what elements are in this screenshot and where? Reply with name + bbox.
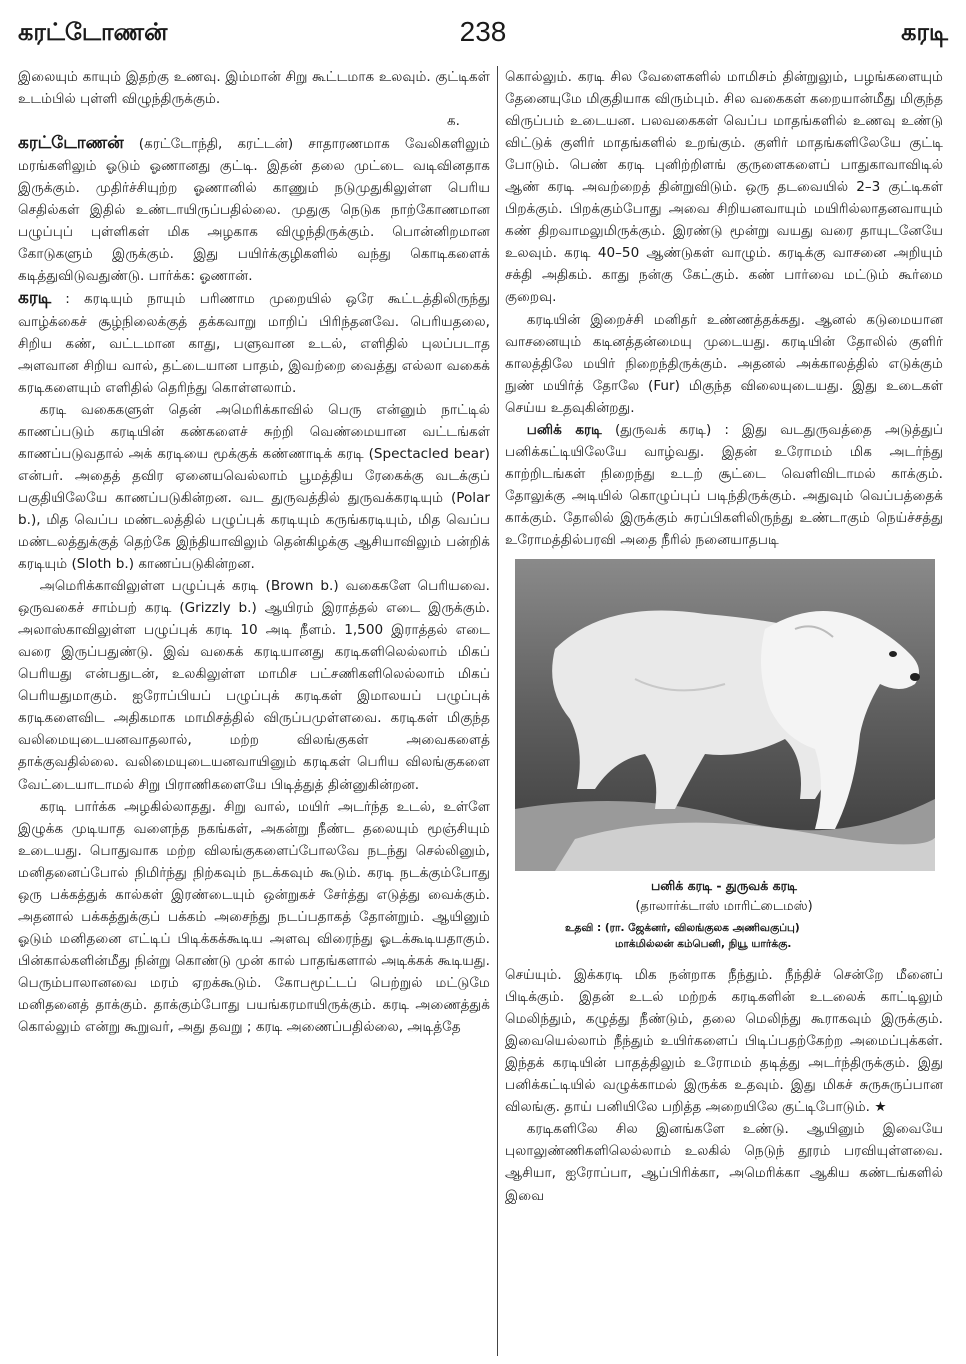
figure-caption: பனிக் கரடி - துருவக் கரடி [650,878,798,894]
paragraph: கரடி பார்க்க அழகில்லாதது. சிறு வால், மயிர் அடர்ந்த உடல், உள்ளே இழுக்க முடியாத வளைந்த நகங்கள், அகன்று நீண்ட தலையும் மூஞ்சியும் உடையது. பொதுவாக மற்ற விலங்குகளைப்போலவே நடந்து செல்லினும், மனிதனைப்போல் நிமிர்ந்து நிற்கவும் நடக்கவும் கூடும். கரடி நடக்கும்போது ஒரு பக்கத்துக் கால்கள் இரண்டையும் ஒன்றுகச் சேர்த்து எடுத்து வைக்கும். அதனால் பக்கத்துக்குப் பக்கம் அசைந்து நடப்பதாகத் தோன்றும். ஆயினும் ஓடும் மனிதனை எட்டிப் பிடிக்கக்கூடிய அளவு விரைந்து ஓடக்கூடியதாகும். பின்கால்களின்மீது நின்று கொண்டு முன் கால் பாதங்களால் அடிக்கக் கூடியது. பெரும்பாலானவை மரம் ஏறக்கூடும். கோபமூட்டப் பெற்றுல் மட்டுமே மனிதனைத் தாக்கும். தாக்கும்போது பயங்கரமாயிருக்கும். கரடி அணைத்துக் கொல்லும் என்று கூறுவர், அது தவறு ; கரடி அணைப்பதில்லை, அடித்தே [18,798,490,1036]
polar-bear-photo [515,559,935,871]
column-divider [497,66,498,1356]
paragraph-polar-bear: பனிக் கரடி (துருவக் கரடி) : இது வடதுருவத்தை அடுத்துப் பனிக்கட்டியிலேயே வாழ்வது. இதன் உரோமம் மிக அடர்ந்து காற்றிடங்கள் நிறைந்து உடற் சூட்டை வெளிவிடாமல் காக்கும். தோலுக்கு அடியில் கொழுப்புப் படிந்திருக்கும். அதுவும் வெப்பத்தைக் காக்கும். தோலில் இருக்கும் சுரப்பிகளிலிருந்து உண்டாகும் நெய்ச்சத்து உரோமத்தில்பரவி அதை நீரில் நனையாதபடி [505,421,943,548]
page-header [18,18,948,58]
right-column [505,66,943,1358]
paragraph: கொல்லும். கரடி சில வேளைகளில் மாமிசம் தின்றுலும், பழங்களையும் தேனையுமே மிகுதியாக விரும்பும். சில வகைகள் கறையான்மீது மிகுந்த விருப்பம் உடையன. பலவகைகள் வெப்ப மாதங்களில் உணவு உண்டு விட்டுக் குளிர் மாதங்களில் உறங்கும். குளிர் மாதங்களிலேயே குட்டி போடும். பெண் கரடி புனிற்றிளங் குருளைகளைப் பாதுகாவாவிடில் ஆண் கரடி அவற்றைத் தின்றுவிடும். ஒரு தடவையில் 2–3 குட்டிகள் பிறக்கும். பிறக்கும்போது அவை சிறியனவாயும் மயிரில்லாதனவாயும் கண் திறவாமலுமிருக்கும். இரண்டு மூன்று வயது வரை தாயுடனேயே உலவும். கரடி 40–50 ஆண்டுகள் வாழும். கரடிக்கு வாசனை அறியும் சக்தி அதிகம். காது நன்கு கேட்கும். கண் பார்வை மட்டும் கூர்மை குறைவு. [505,69,943,306]
paragraph: கரடி வகைகளுள் தென் அமெரிக்காவில் பெரு என்னும் நாட்டில் காணப்படும் கரடியின் கண்களைச் சுற்றி வெண்மையான வட்டங்கள் காணப்படுவதால் அக் கரடியை மூக்குக் கண்ணாடிக் கரடி (Spectacled bear) என்பர். அதைத் தவிர ஏனையவெல்லாம் பூமத்திய ரேகைக்கு வடக்குப் பகுதியிலேயே காணப்படுகின்றன. வட துருவத்தில் துருவக்கரடியும் (Polar b.), மித வெப்ப மண்டலத்தில் பழுப்புக் கரடியும் கருங்கரடியும், மித வெப்ப மண்டலத்துக்குத் தெற்கே இந்தியாவிலும் தென்கிழக்கு ஆசியாவிலும் பன்றிக் கரடியும் (Sloth b.) காணப்படுகின்றன. [18,401,490,573]
paragraph: கரடியின் இறைச்சி மனிதர் உண்ணத்தக்கது. ஆனல் கடுமையான வாசனையும் கடினத்தன்மையு முடையது. கரடியின் தோலில் குளிர் காலத்திலே மயிர் நிறைந்திருக்கும். அதனல் அக்காலத்தில் எடுக்கும் நுண் மயிர்த் தோலே (Fur) மிகுந்த விலையுடையது. இது உடைகள் செய்ய உதவுகின்றது. [505,311,943,416]
entry-karattonan: கரட்டோணன் (கரட்டோந்தி, கரட்டன்) சாதாரணமாக வேலிகளிலும் மரங்களிலும் ஓடும் ஓணானது குட்டி. இதன் தலை முட்டை வடிவினதாக இருக்கும். முதிர்ச்சியுற்ற ஓணானில் காணும் நடுமுதுகிலுள்ள பெரிய செதில்கள் இதில் உண்டாயிருப்பதில்லை. முதுகு நெடுக நாற்கோணமான பழுப்புப் புள்ளிகள் மிக அழகாக விழுந்திருக்கும். பொன்னிறமான கோடுகளும் இருக்கும். இது பயிர்க்குழிகளில் வந்து கொடிகளைக் கடித்துவிடுவதுண்டு. பார்க்க: ஓணான். [18,133,490,285]
figure-subcaption: (தாலார்க்டாஸ் மாரிட்டைமஸ்) [635,899,813,915]
paragraph: செய்யும். இக்கரடி மிக நன்றாக நீந்தும். நீந்திச் சென்றே மீனைப் பிடிக்கும். இதன் உடல் மற்றக் கரடிகளின் உடலைக் காட்டிலும் மெலிந்தும், கழுத்து நீண்டும், தலை மெலிந்து கூராகவும் இருக்கும். இவையெல்லாம் நீந்தும் உயிர்களைப் பிடிப்பதற்கேற்ற அமைப்புக்கள். இந்தக் கரடியின் பாதத்திலும் உரோமம் தடித்து அடர்ந்திருக்கும். இது பனிக்கட்டியில் வழுக்காமல் இருக்க உதவும். இது மிகச் சுருசுருப்பான விலங்கு. தாய் பனியிலே பறித்த அறையிலே குட்டிபோடும். ★ [505,967,943,1116]
page-number: 238 [459,16,507,47]
header-left-title: கரட்டோணன் [18,18,168,46]
author-initial: க. [446,113,460,130]
figure-credit-publisher: மாக்மில்லன் கம்பெனி, நியூ யார்க்கு. [615,938,792,951]
entry-headword: கரடி [18,288,52,309]
header-right-title: கரடி [901,18,948,46]
figure-credit: உதவி : (ரா. ஜேக்னர், விலங்குலக அணிவகுப்பு) [565,922,800,935]
polar-bear-image [515,559,935,871]
entry-karadi: கரடி : கரடியும் நாயும் பரிணாம முறையில் ஒரே கூட்டத்திலிருந்து வாழ்க்கைச் சூழ்நிலைக்குத் தக்கவாறு மாறிப் பிரிந்தனவே. பெரியதலை, சிறிய கண், வட்டமான காது, பளுவான உடல், எளிதில் புலப்படாத அளவான சிறிய வால், தட்டையான பாதம், இவற்றை வைத்து எல்லா வகைக் கரடிகளையும் எளிதில் தெரிந்து கொள்ளலாம். [18,288,490,396]
left-column [18,66,490,1358]
paragraph: இலையும் காயும் இதற்கு உணவு. இம்மான் சிறு கூட்டமாக உலவும். குட்டிகள் உடம்பில் புள்ளி விழுந்திருக்கும். [18,69,490,108]
entry-headword: கரட்டோணன் [18,133,124,154]
paragraph: அமெரிக்காவிலுள்ள பழுப்புக் கரடி (Brown b.) வகைகளே பெரியவை. ஒருவகைச் சாம்பற் கரடி (Grizzly b.) ஆயிரம் இராத்தல் எடை இருக்கும். அலாஸ்காவிலுள்ள பழுப்புக் கரடி 10 அடி நீளம். 1,500 இராத்தல் எடை வரை இருப்பதுண்டு. இவ் வகைக் கரடியானது கரடிகளிலெல்லாம் மிகப் பெரியது என்பதுடன், உலகிலுள்ள மாமிச பட்சணிகளிலெல்லாம் மிகப் பெரியதுமாகும். ஐரோப்பியப் பழுப்புக் கரடிகள் இமாலயப் பழுப்புக் கரடிகளைவிட அதிகமாக மாமிசத்தில் விருப்பமுள்ளவை. கரடிகள் மிகுந்த வலிமையுடையனவாதலால், மற்ற விலங்குகள் அவைகளைத் தாக்குவதில்லை. வலிமையுடையனவாயினும் கரடிகள் பெரிய விலங்குகளை வேட்டையாடாமல் சிறு பிராணிகளையே பிடித்துத் தின்னுகின்றன. [18,578,490,793]
subheading: பனிக் கரடி [526,421,602,438]
paragraph: கரடிகளிலே சில இனங்களே உண்டு. ஆயினும் இவையே புலாலுண்ணிகளிலெல்லாம் உலகில் நெடுந் தூரம் பரவியுள்ளவை. ஆசியா, ஐரோப்பா, ஆப்பிரிக்கா, அமெரிக்கா ஆகிய கண்டங்களில் இவை [505,1121,943,1204]
